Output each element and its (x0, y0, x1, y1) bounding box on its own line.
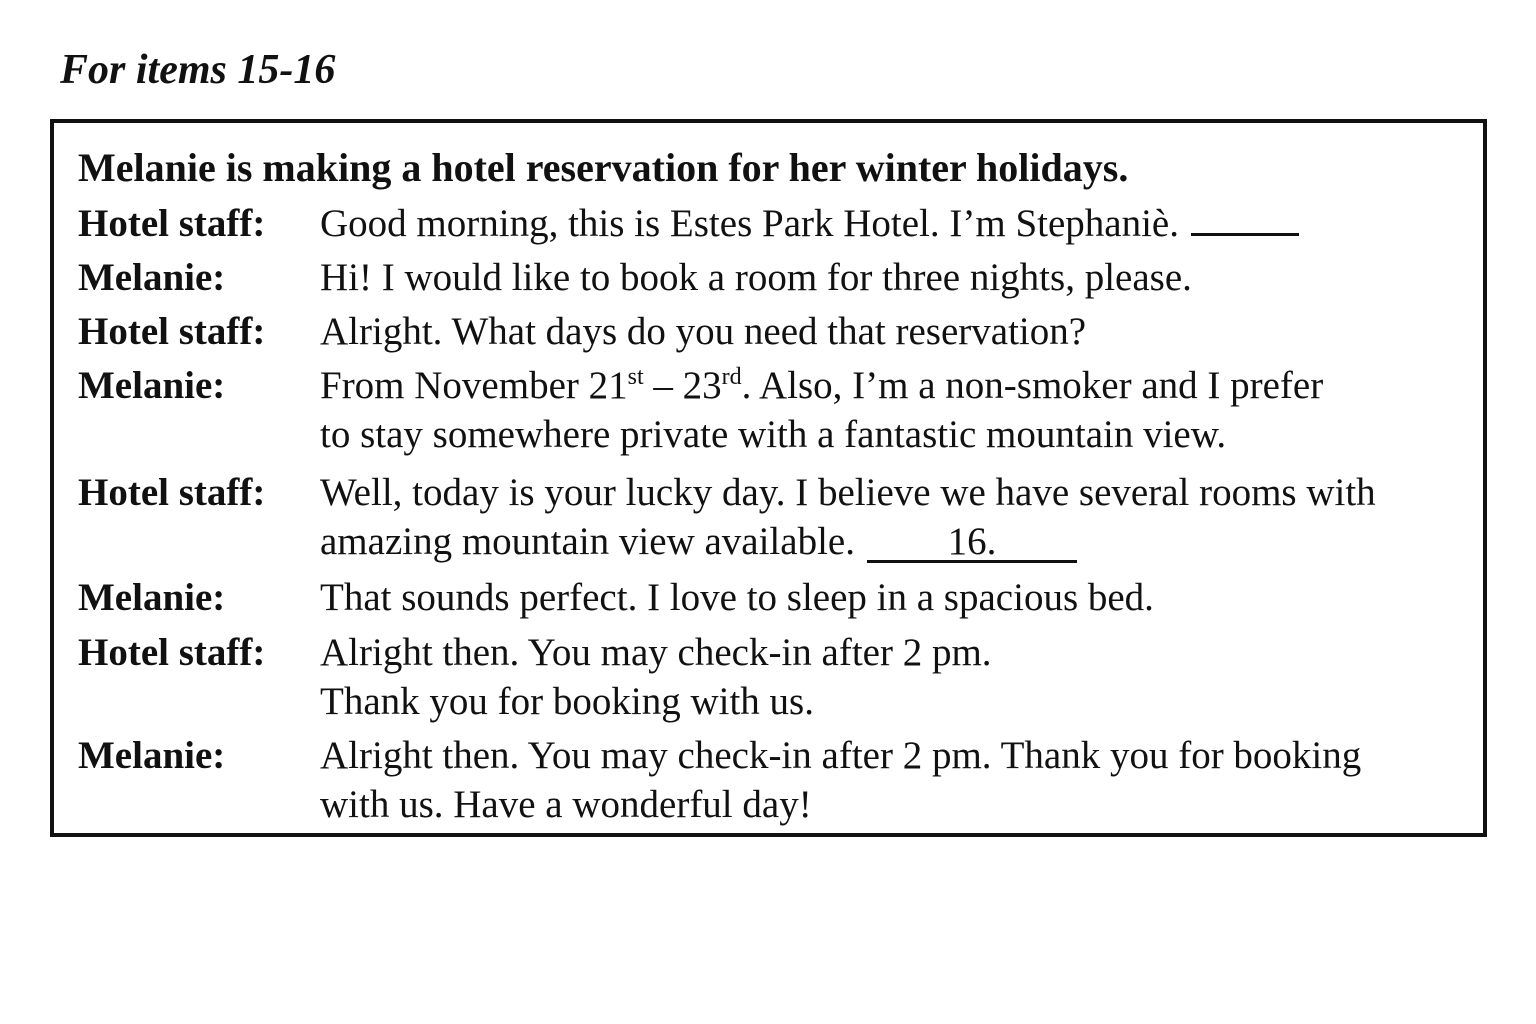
dialogue-box (50, 119, 1487, 837)
speech-text (320, 573, 1485, 622)
speech-text (320, 307, 1485, 356)
speaker-label: Melanie: (78, 734, 226, 777)
answer-blank-16[interactable]: 16. (867, 526, 1077, 563)
speaker-label: Hotel staff: (78, 631, 266, 674)
speaker-label: Hotel staff: (78, 310, 266, 353)
speaker-label: Hotel staff: (78, 202, 266, 245)
speech-line: Alright then. You may check-in after 2 pm. Thank you for booking (320, 734, 1362, 777)
speech-text (320, 468, 1485, 566)
items-heading: For items 15-16 (60, 47, 336, 93)
speech-text (320, 361, 1485, 459)
speech-line: Hi! I would like to book a room for three nights, please. (320, 256, 1192, 299)
speech-line: Well, today is your lucky day. I believe we have several rooms with (320, 471, 1376, 514)
dialogue-intro: Melanie is making a hotel reservation for her winter holidays. (78, 145, 1129, 190)
speech-text (320, 731, 1485, 829)
speech-line: Good morning, this is Estes Park Hotel. I’m Stephaniè. (320, 199, 1485, 248)
speech-line: Alright then. You may check-in after 2 pm. (320, 631, 992, 674)
speech-line: Thank you for booking with us. (320, 680, 814, 723)
speech-line: That sounds perfect. I love to sleep in a spacious bed. (320, 576, 1154, 619)
speech-line: to stay somewhere private with a fantastic mountain view. (320, 413, 1227, 456)
answer-blank-15[interactable] (1191, 203, 1299, 236)
speaker-label: Melanie: (78, 364, 226, 407)
speaker-label: Hotel staff: (78, 471, 266, 514)
speech-text (320, 199, 1485, 248)
speaker-label: Melanie: (78, 576, 226, 619)
speaker-label: Melanie: (78, 256, 226, 299)
speech-line: Alright. What days do you need that reservation? (320, 310, 1087, 353)
speech-text (320, 253, 1485, 302)
speech-text (320, 628, 1485, 726)
speech-line: with us. Have a wonderful day! (320, 783, 812, 826)
speech-line: From November 21st – 23rd. Also, I’m a non-smoker and I prefer (320, 364, 1324, 407)
speech-line: amazing mountain view available. 16. (320, 517, 1485, 566)
